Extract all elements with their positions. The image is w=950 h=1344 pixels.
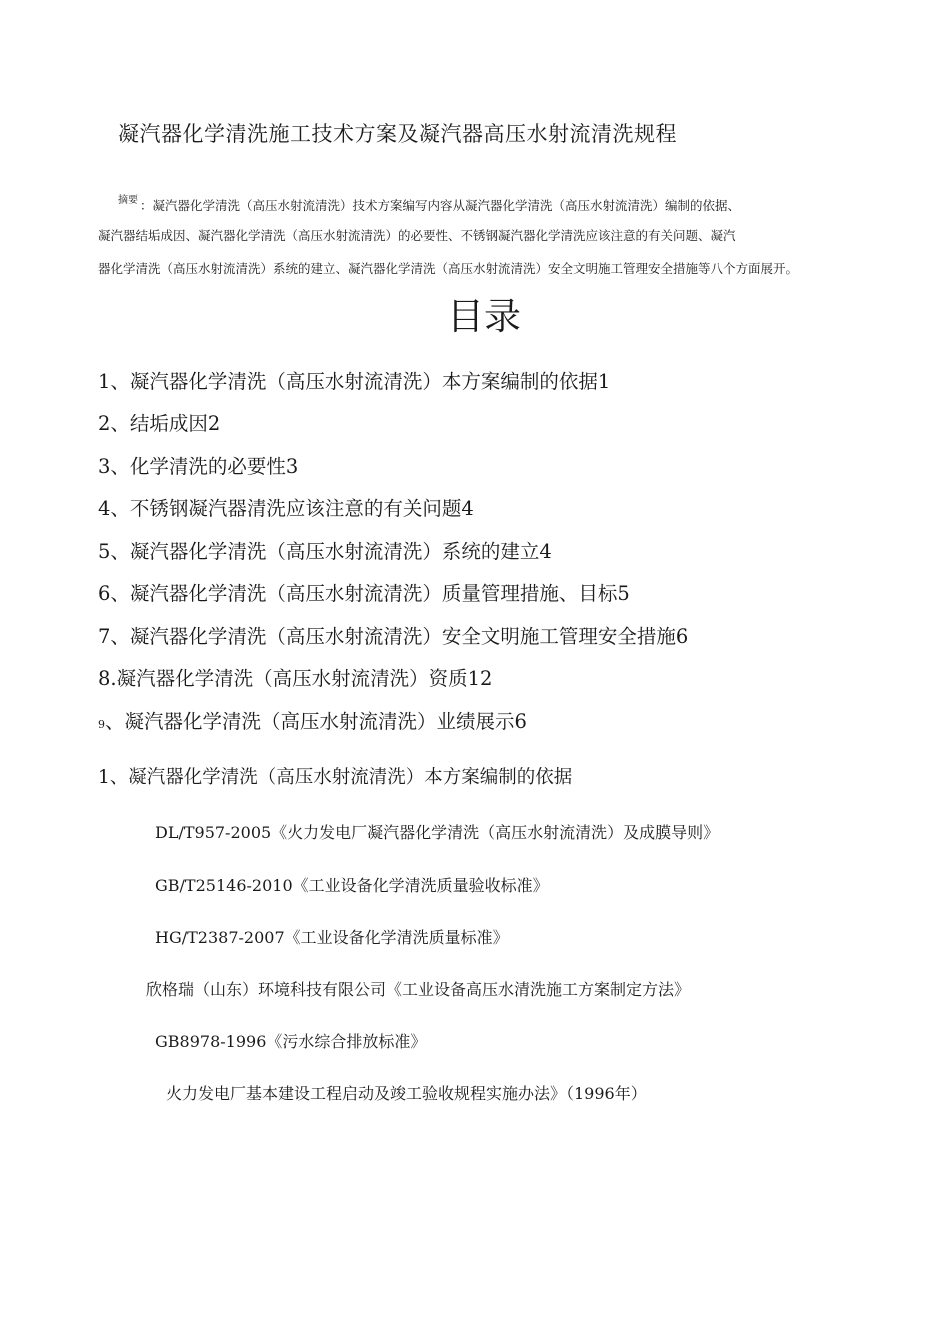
- document-title: 凝汽器化学清洗施工技术方案及凝汽器高压水射流清洗规程: [118, 122, 677, 146]
- reference-item: GB/T25146-2010《工业设备化学清洗质量验收标准》: [155, 876, 549, 895]
- abstract-label: 摘要: [118, 195, 138, 206]
- toc-item[interactable]: 6、凝汽器化学清洗（高压水射流清洗）质量管理措施、目标5: [98, 582, 630, 605]
- abstract-line: 凝汽器结垢成因、凝汽器化学清洗（高压水射流清洗）的必要性、不锈钢凝汽器化学清洗应该注意的有关问题、凝汽: [98, 228, 736, 243]
- section-heading: 1、凝汽器化学清洗（高压水射流清洗）本方案编制的依据: [98, 767, 573, 788]
- toc-item[interactable]: 1、凝汽器化学清洗（高压水射流清洗）本方案编制的依据1: [98, 370, 611, 393]
- toc-item-text: 、凝汽器化学清洗（高压水射流清洗）业绩展示6: [105, 710, 527, 733]
- reference-item: 火力发电厂基本建设工程启动及竣工验收规程实施办法》（1996年）: [166, 1084, 647, 1103]
- toc-item[interactable]: 4、不锈钢凝汽器清洗应该注意的有关问题4: [98, 497, 474, 520]
- reference-item: GB8978-1996《污水综合排放标准》: [155, 1032, 427, 1051]
- toc-item[interactable]: 5、凝汽器化学清洗（高压水射流清洗）系统的建立4: [98, 540, 552, 563]
- toc-heading: 目录: [447, 295, 521, 338]
- toc-item[interactable]: 2、结垢成因2: [98, 412, 221, 435]
- toc-item[interactable]: 3、化学清洗的必要性3: [98, 455, 299, 478]
- reference-item: DL/T957-2005《火力发电厂凝汽器化学清洗（高压水射流清洗）及成膜导则》: [155, 823, 720, 842]
- reference-item: HG/T2387-2007《工业设备化学清洗质量标准》: [155, 928, 509, 947]
- toc-item-number: 9: [98, 718, 105, 731]
- toc-item[interactable]: [98, 706, 527, 734]
- abstract-line: 器化学清洗（高压水射流清洗）系统的建立、凝汽器化学清洗（高压水射流清洗）安全文明施工管理安全措施等八个方面展开。: [98, 261, 799, 276]
- reference-item: 欣格瑞（山东）环境科技有限公司《工业设备高压水清洗施工方案制定方法》: [146, 980, 691, 999]
- toc-item[interactable]: 7、凝汽器化学清洗（高压水射流清洗）安全文明施工管理安全措施6: [98, 625, 689, 648]
- abstract-line: ：凝汽器化学清洗（高压水射流清洗）技术方案编写内容从凝汽器化学清洗（高压水射流清洗）编制的依据、: [140, 198, 741, 213]
- toc-item[interactable]: 8.凝汽器化学清洗（高压水射流清洗）资质12: [98, 667, 493, 690]
